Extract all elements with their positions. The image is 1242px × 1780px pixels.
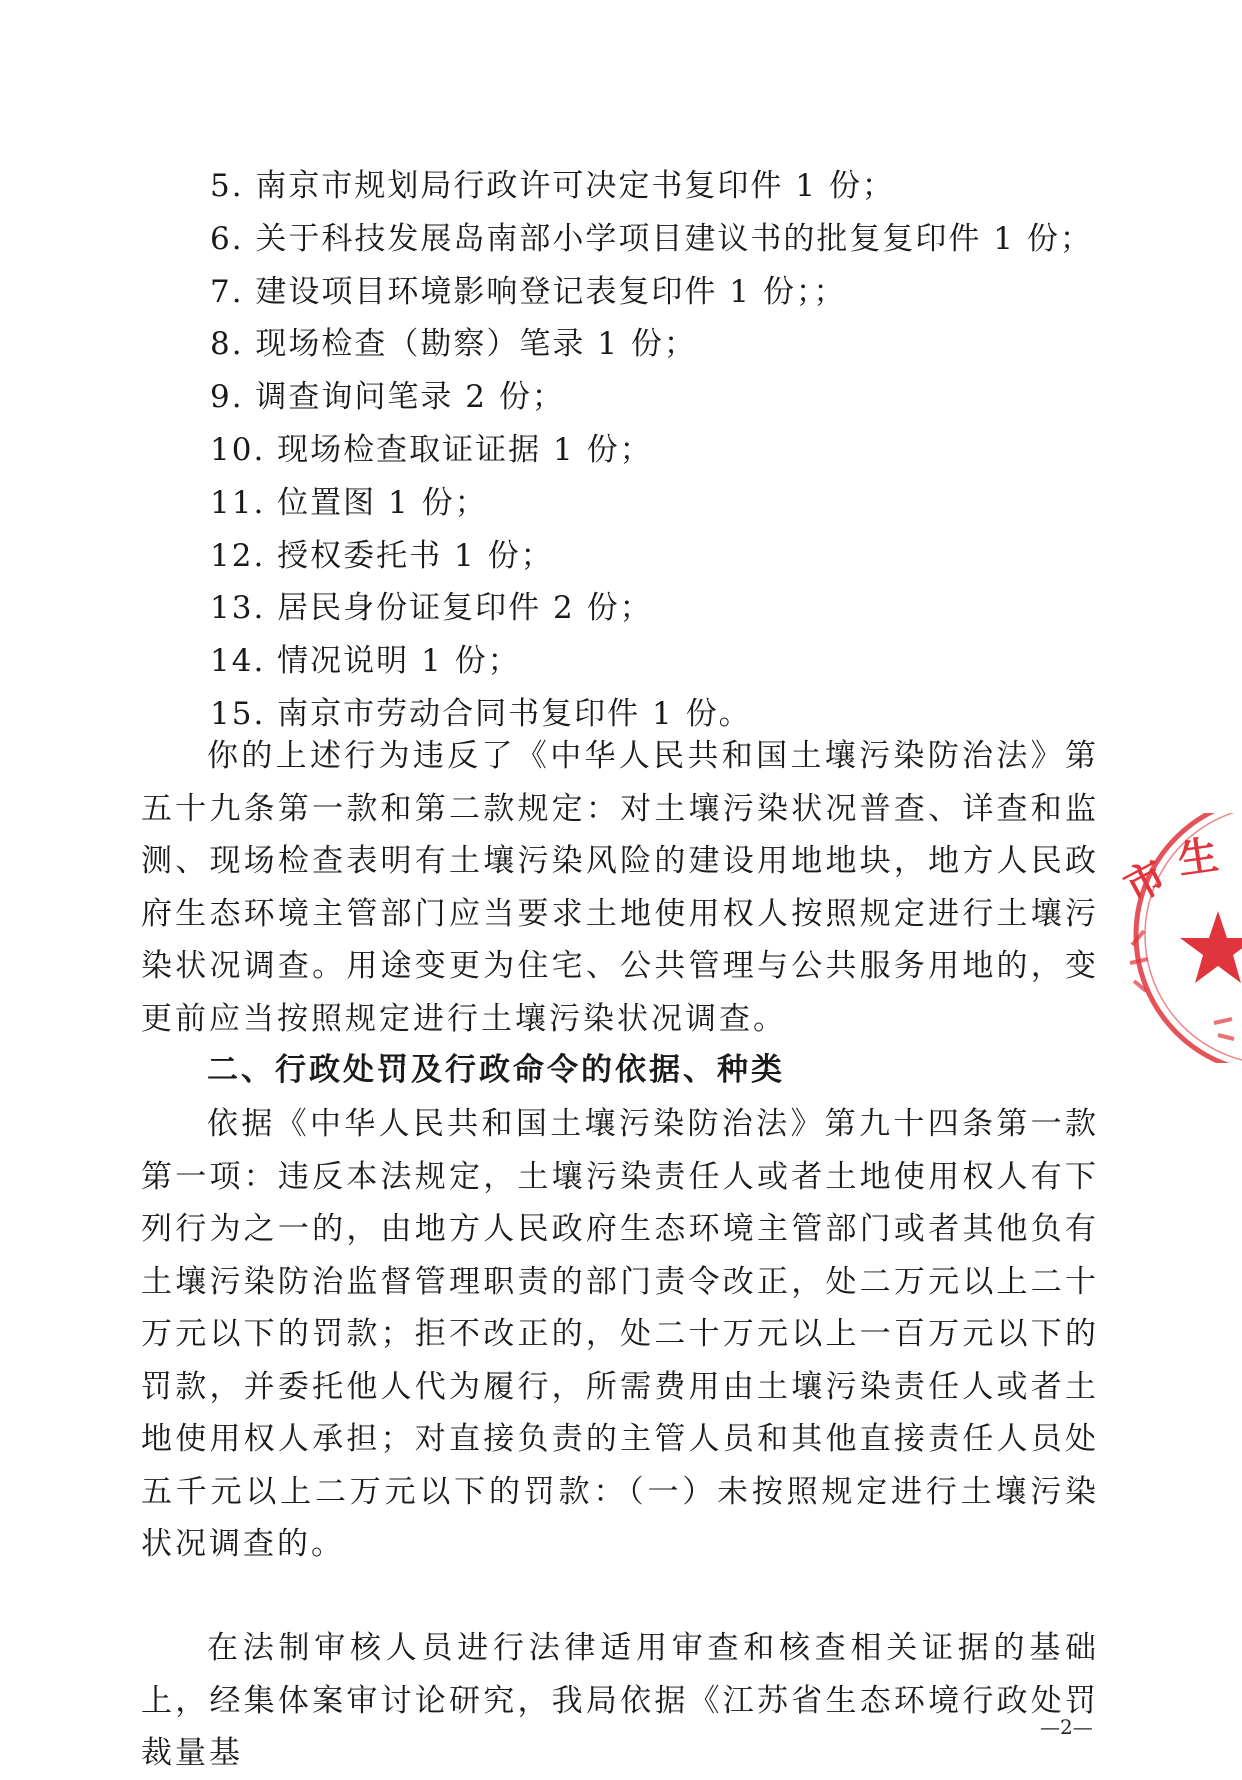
violation-paragraph: 你的上述行为违反了《中华人民共和国土壤污染防治法》第五十九条第一款和第二款规定：对土壤污染状况普查、详查和监测、现场检查表明有土壤污染风险的建设用地地块，地方人民政府生态环境主管部门应当要求土地使用权人按照规定进行土壤污染状况调查。用途变更为住宅、公共管理与公共服务用地的，变更前应当按照规定进行土壤污染状况调查。 [141, 738, 1099, 1037]
review-paragraph: 在法制审核人员进行法律适用审查和核查相关证据的基础上，经集体案审讨论研究，我局依据《江苏省生态环境行政处罚裁量基 [141, 1630, 1099, 1771]
list-item: 11. 位置图 1 份； [210, 484, 488, 521]
list-item: 14. 情况说明 1 份； [210, 643, 521, 680]
list-item: 6. 关于科技发展岛南部小学项目建议书的批复复印件 1 份； [210, 220, 1093, 257]
page-number: —2— [1040, 1715, 1093, 1739]
official-seal [1108, 813, 1242, 1063]
list-item: 12. 授权委托书 1 份； [210, 537, 554, 574]
seal-char-2: 生 [1174, 831, 1222, 884]
list-item: 5. 南京市规划局行政许可决定书复印件 1 份； [210, 168, 895, 204]
list-item: 13. 居民身份证复印件 2 份； [210, 590, 653, 627]
seal-stamp-icon [1108, 813, 1242, 1063]
basis-paragraph: 依据《中华人民共和国土壤污染防治法》第九十四条第一款第一项：违反本法规定，土壤污染责任人或者土地使用权人有下列行为之一的，由地方人民政府生态环境主管部门或者其他负有土壤污染防治监督管理职责的部门责令改正，处二万元以上二十万元以下的罚款；拒不改正的，处二十万元以上一百万元以下的罚款，并委托他人代为履行，所需费用由土壤污染责任人或者土地使用权人承担；对直接负责的主管人员和其他直接责任人员处五千元以上二万元以下的罚款：（一）未按照规定进行土壤污染状况调查的。 [141, 1106, 1099, 1562]
list-item: 7. 建设项目环境影响登记表复印件 1 份；； [210, 273, 847, 310]
list-item: 10. 现场检查取证证据 1 份； [210, 431, 653, 468]
list-item: 8. 现场检查（勘察）笔录 1 份； [210, 326, 697, 363]
seal-char-1: 市 [1116, 851, 1174, 912]
list-item: 9. 调查询问笔录 2 份； [210, 379, 565, 416]
section-heading: 二、行政处罚及行政命令的依据、种类 [207, 1052, 785, 1088]
list-item: 15. 南京市劳动合同书复印件 1 份。 [210, 695, 752, 732]
attachment-list [210, 160, 1110, 741]
